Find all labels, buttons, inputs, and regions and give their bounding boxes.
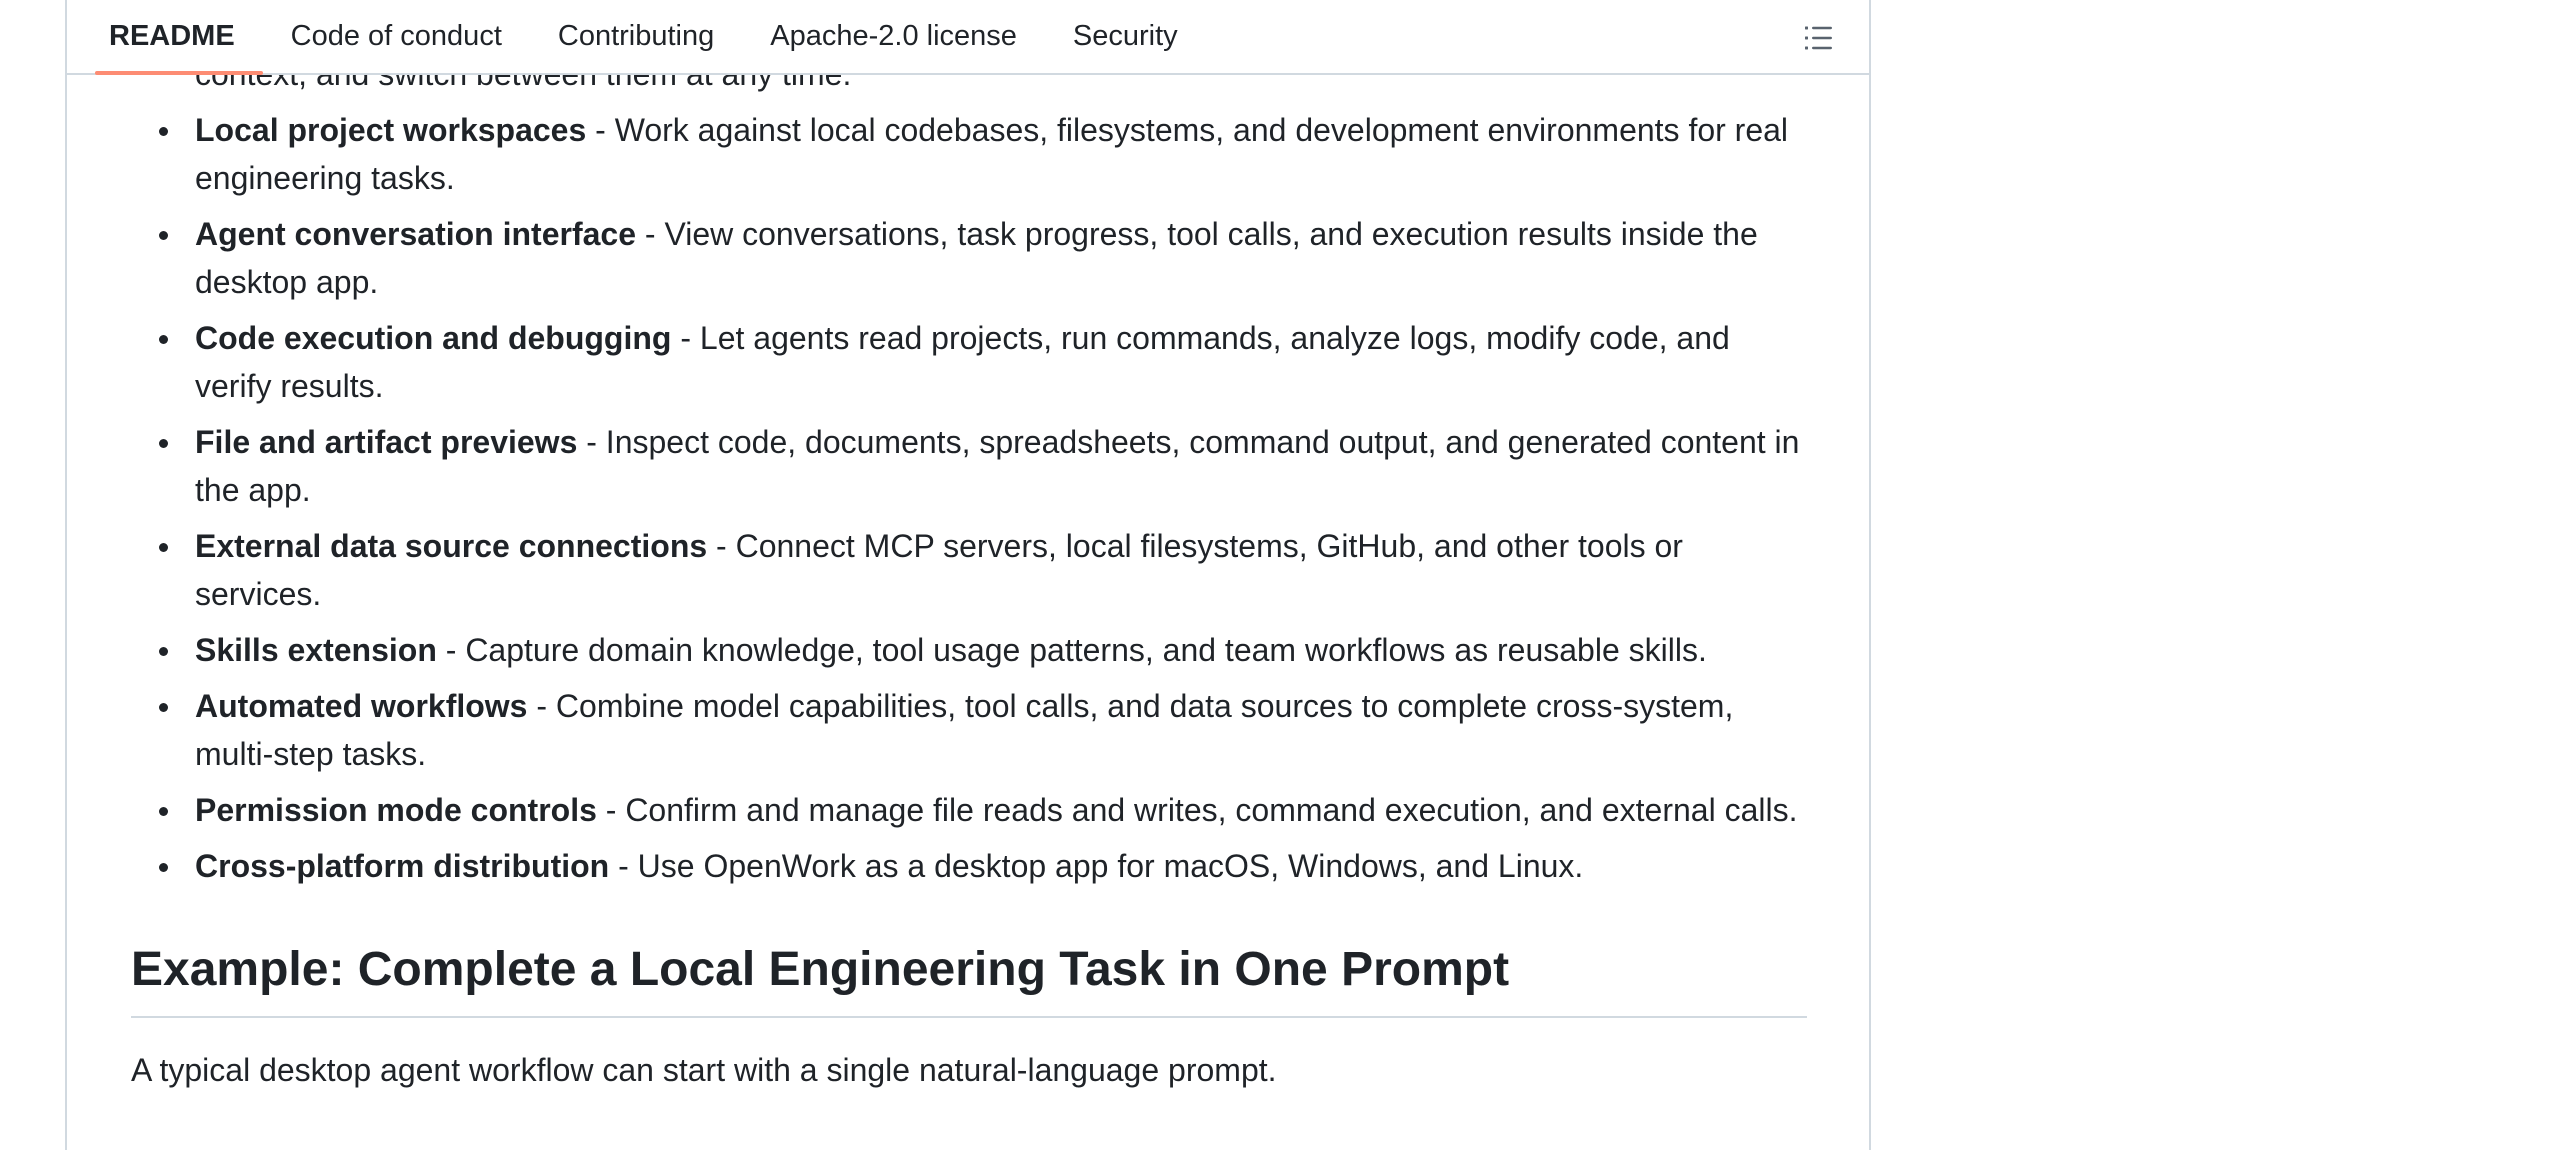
tab-contributing[interactable] <box>530 0 742 73</box>
feature-title: File and artifact previews <box>195 424 578 460</box>
tab-label: Security <box>1072 20 1178 52</box>
list-item <box>131 786 1807 834</box>
outline-button[interactable] <box>1799 18 1839 58</box>
feature-title: External data source connections <box>195 528 708 564</box>
tab-code-of-conduct[interactable] <box>263 0 530 73</box>
list-unordered-icon <box>1803 22 1835 54</box>
readme-container <box>65 0 1871 1150</box>
feature-list <box>131 50 1807 890</box>
list-item <box>131 106 1807 202</box>
list-item <box>131 210 1807 306</box>
list-item <box>131 314 1807 410</box>
readme-tabbar <box>67 0 1869 75</box>
feature-desc: - Capture domain knowledge, tool usage patterns, and team workflows as reusable skills. <box>436 632 1707 668</box>
tab-label: Contributing <box>557 20 715 52</box>
tab-label: Code of conduct <box>290 20 502 52</box>
feature-title: Cross-platform distribution <box>195 848 610 884</box>
list-item <box>131 418 1807 514</box>
tab-label: README <box>109 20 235 52</box>
list-item <box>131 626 1807 674</box>
feature-desc: - Combine model capabilities, tool calls, and data sources to complete cross-system, multi-step tasks. <box>195 688 1734 772</box>
feature-desc: - View conversations, task progress, tool calls, and execution results inside the desktop app. <box>195 216 1758 300</box>
feature-desc: - Work against local codebases, filesystems, and development environments for real engineering tasks. <box>195 112 1789 196</box>
feature-desc: - Inspect code, documents, spreadsheets, command output, and generated content in the app. <box>195 424 1800 508</box>
feature-title: Local project workspaces <box>195 112 587 148</box>
feature-desc: - Let agents read projects, run commands, analyze logs, modify code, and verify results. <box>195 320 1730 404</box>
feature-desc: - Connect MCP servers, local filesystems, GitHub, and other tools or services. <box>195 528 1683 612</box>
feature-desc: - Confirm and manage file reads and writes, command execution, and external calls. <box>596 792 1798 828</box>
section-paragraph: A typical desktop agent workflow can start with a single natural-language prompt. <box>131 1052 1277 1088</box>
tab-security[interactable] <box>1045 0 1206 73</box>
list-item <box>131 522 1807 618</box>
list-item <box>131 682 1807 778</box>
feature-desc: - Use OpenWork as a desktop app for macOS, Windows, and Linux. <box>609 848 1584 884</box>
feature-title: Skills extension <box>195 632 437 668</box>
feature-title: Permission mode controls <box>195 792 597 828</box>
tab-readme[interactable] <box>81 0 263 73</box>
readme-content <box>131 50 1807 1094</box>
section-heading: Example: Complete a Local Engineering Task in One Prompt <box>131 940 1807 1018</box>
feature-title: Code execution and debugging <box>195 320 672 356</box>
feature-title: Agent conversation interface <box>195 216 636 252</box>
tab-label: Apache-2.0 license <box>770 20 1017 52</box>
list-item <box>131 842 1807 890</box>
feature-title: Automated workflows <box>195 688 528 724</box>
readme-tabs <box>81 0 1206 73</box>
tab-license[interactable] <box>742 0 1045 73</box>
